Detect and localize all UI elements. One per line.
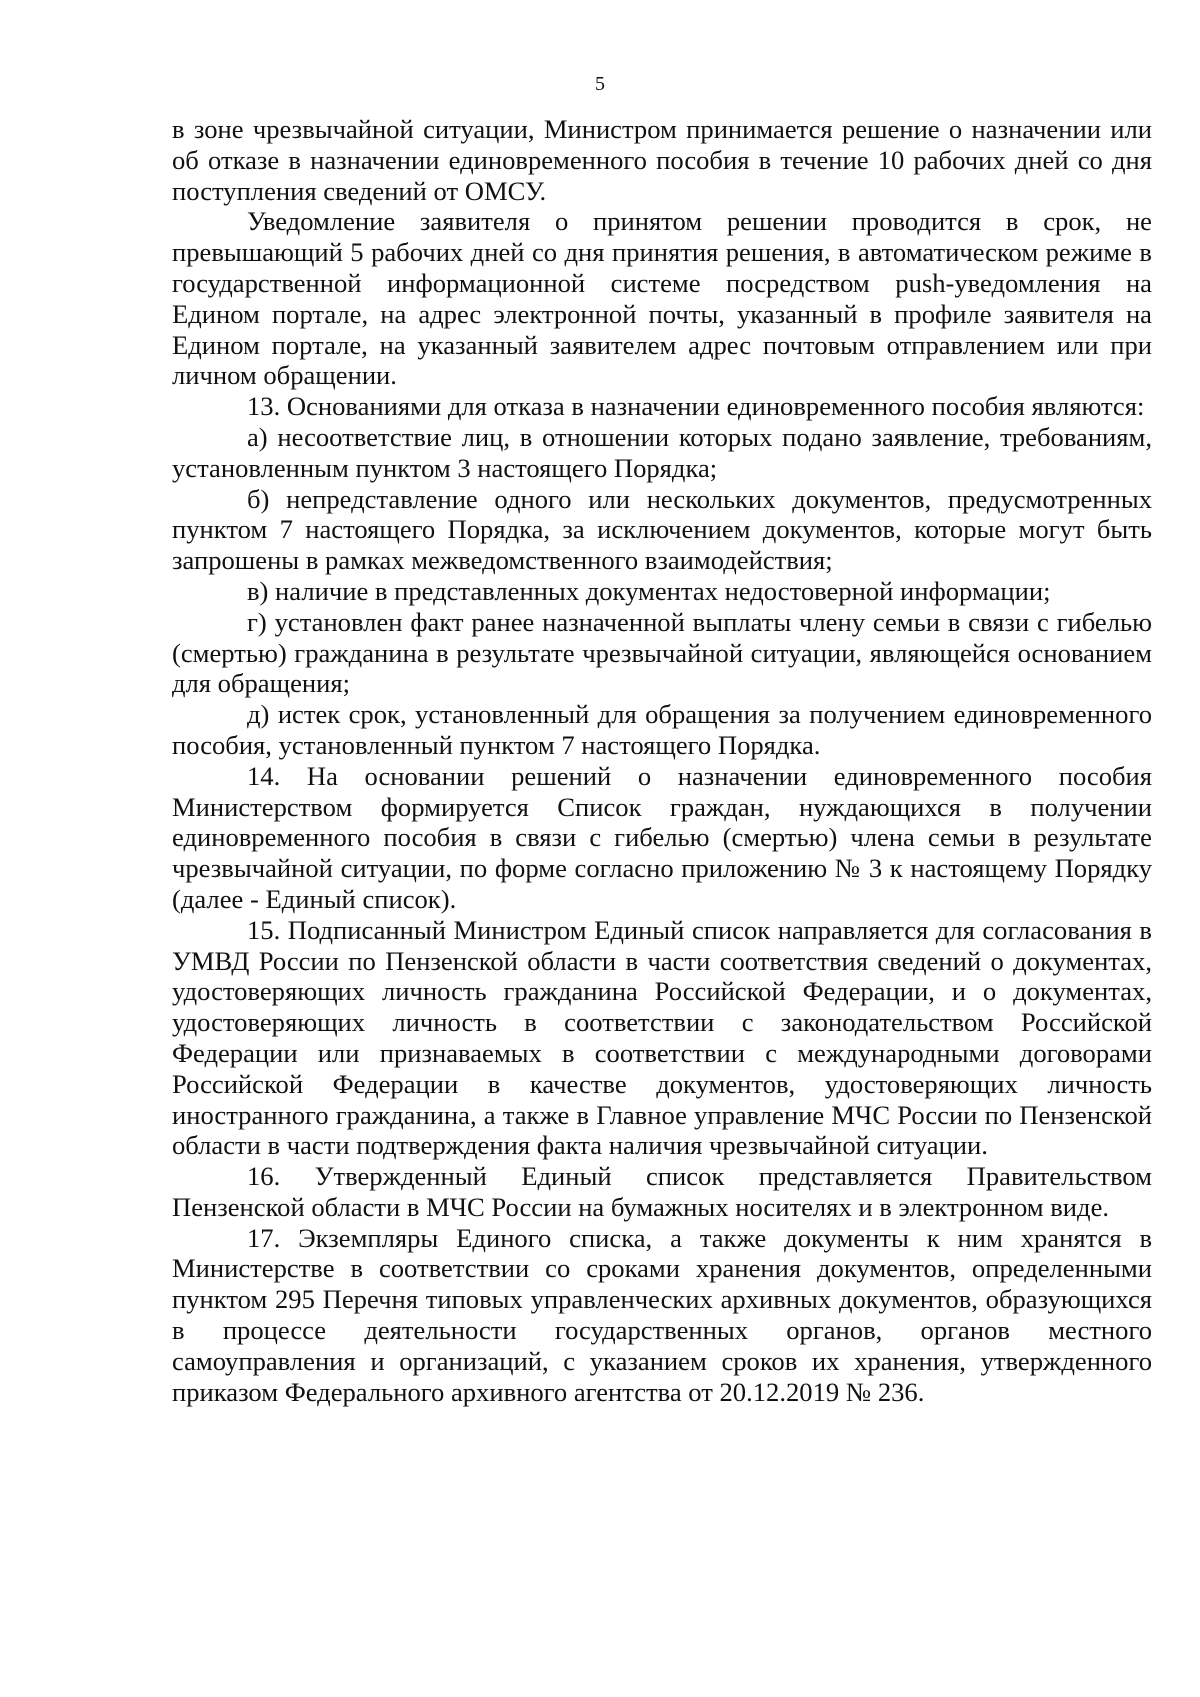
paragraph: 14. На основании решений о назначении единовременного пособия Министерством формируется Список граждан, нуждающихся в получении единовременного пособия в связи с гибелью (смертью) члена семьи в результате чрезвычайной ситуации, по форме согласно приложению № 3 к настоящему Порядку (далее - Единый список). (172, 760, 1152, 914)
paragraph: 13. Основаниями для отказа в назначении единовременного пособия являются: (247, 391, 1145, 422)
document-body (172, 114, 1152, 1407)
paragraph: 16. Утвержденный Единый список представляется Правительством Пензенской области в МЧС России на бумажных носителях и в электронном виде. (172, 1161, 1152, 1222)
paragraph: Уведомление заявителя о принятом решении проводится в срок, не превышающий 5 рабочих дней со дня принятия решения, в автоматическом режиме в государственной информационной системе посредством push-уведомления на Едином портале, на адрес электронной почты, указанный в профиле заявителя на Едином портале, на указанный заявителем адрес почтовым отправлением или при личном обращении. (172, 206, 1152, 391)
paragraph: г) установлен факт ранее назначенной выплаты члену семьи в связи с гибелью (смертью) гражданина в результате чрезвычайной ситуации, являющейся основанием для обращения; (172, 606, 1152, 699)
paragraph: в) наличие в представленных документах недостоверной информации; (247, 575, 1051, 606)
page-number: 5 (595, 73, 605, 95)
paragraph: а) несоответствие лиц, в отношении которых подано заявление, требованиям, установленным пунктом 3 настоящего Порядка; (172, 421, 1152, 483)
paragraph: 17. Экземпляры Единого списка, а также документы к ним хранятся в Министерстве в соответствии со сроками хранения документов, определенными пунктом 295 Перечня типовых управленческих архивных документов, образующихся в процессе деятельности государственных органов, органов местного самоуправления и организаций, с указанием сроков их хранения, утвержденного приказом Федерального архивного агентства от 20.12.2019 № 236. (172, 1222, 1152, 1407)
paragraph: 15. Подписанный Министром Единый список направляется для согласования в УМВД России по Пензенской области в части соответствия сведений о документах, удостоверяющих личность гражданина Российской Федерации, и о документах, удостоверяющих личность в соответствии с законодательством Российской Федерации или признаваемых в соответствии с международными договорами Российской Федерации в качестве документов, удостоверяющих личность иностранного гражданина, а также в Главное управление МЧС России по Пензенской области в части подтверждения факта наличия чрезвычайной ситуации. (172, 914, 1152, 1161)
paragraph: б) непредставление одного или нескольких документов, предусмотренных пунктом 7 настоящего Порядка, за исключением документов, которые могут быть запрошены в рамках межведомственного взаимодействия; (172, 483, 1152, 576)
paragraph: д) истек срок, установленный для обращения за получением единовременного пособия, установленный пунктом 7 настоящего Порядка. (172, 699, 1152, 760)
paragraph: в зоне чрезвычайной ситуации, Министром принимается решение о назначении или об отказе в назначении единовременного пособия в течение 10 рабочих дней со дня поступления сведений от ОМСУ. (172, 114, 1152, 206)
